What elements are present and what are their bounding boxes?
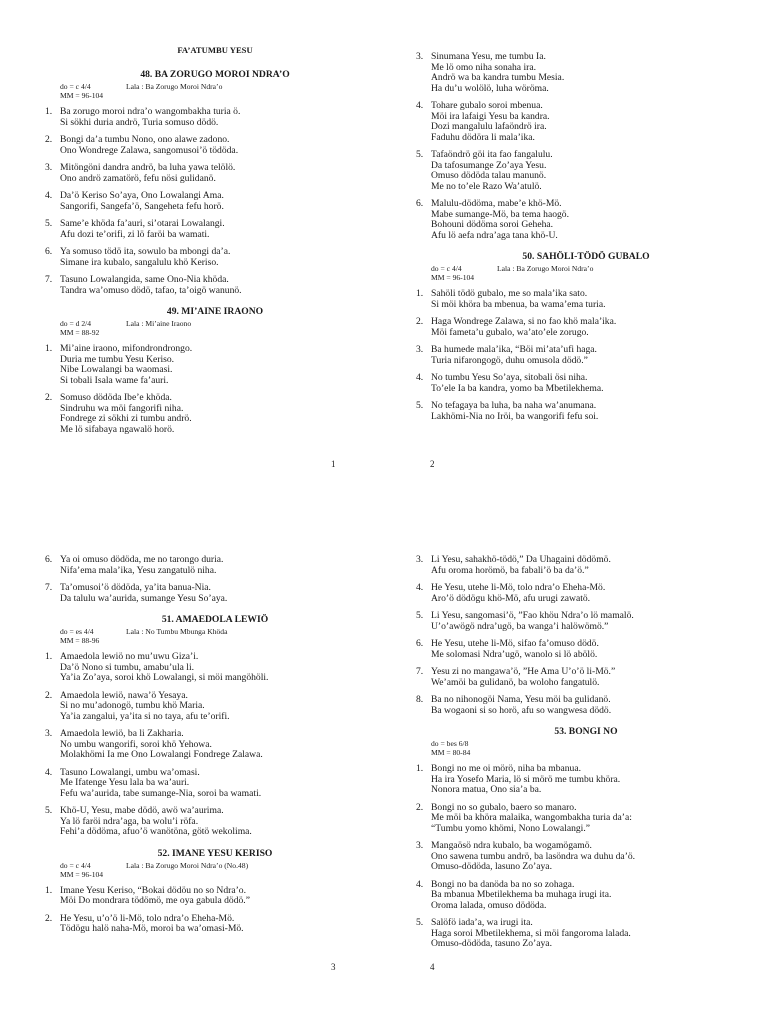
verse-line: Fehi’a dödöma, afuo’ö wanötöna, götö wekolima. xyxy=(60,826,252,837)
verse-line: Sindruhu wa möi fangorifi niha. xyxy=(60,402,184,414)
verse xyxy=(45,393,385,435)
verse-line: U’o’awögö ndra’ugö, ba wanga’i halöwömö.” xyxy=(431,620,609,632)
verse-lines xyxy=(431,695,611,716)
verse-lines xyxy=(431,199,569,241)
verse-lines xyxy=(60,729,263,761)
verse-lines xyxy=(431,841,635,873)
verse-line: Haga soroi Mbetilekhema, si möi fangoroma lalada. xyxy=(431,927,631,939)
verse-number: 3. xyxy=(416,840,424,851)
verse xyxy=(45,135,385,156)
verse-lines xyxy=(431,880,611,912)
verse-number: 2. xyxy=(45,134,53,145)
verse-number: 7. xyxy=(416,666,424,677)
verse-line: Da’ö Nono si tumbu, amabu’ula li. xyxy=(60,661,195,673)
verse xyxy=(416,583,756,604)
hymn xyxy=(416,52,756,241)
verse-lines xyxy=(60,806,252,838)
verse xyxy=(45,806,385,838)
verse-line: Nonora matua, Ono sia’a ba. xyxy=(431,784,542,795)
verse-lines xyxy=(431,667,615,688)
verse xyxy=(416,150,756,192)
verse-line: Omuso-dödöda, lasuno Zo’aya. xyxy=(431,861,552,872)
verse-line: Ono sawena tumbu andrö, ba lasöndra wa duhu da’ö. xyxy=(431,850,636,862)
verse-lines xyxy=(60,583,227,604)
verse-line: Imane Yesu Keriso, “Bokai dödöu no so Ndra’o. xyxy=(60,884,246,896)
hymn-key: do = c 4/4 xyxy=(60,82,91,91)
page-4-column xyxy=(416,548,756,960)
hymn xyxy=(416,555,756,716)
verse-lines xyxy=(60,652,268,684)
page-number: 1 xyxy=(331,459,336,469)
verse-line: Ya lö faröi ndra’aga, ba wolu’i röfa. xyxy=(60,815,199,827)
verse-line: Tasuno Lowalangi, umbu wa’omasi. xyxy=(60,766,200,778)
verse-line: Molakhömi Ia me Ono Lowalangi Fondrege Zalawa. xyxy=(60,749,263,760)
verse-line: Si no mu’adonogö, tumbu khö Maria. xyxy=(60,700,205,711)
verse-line: Sinumana Yesu, me tumbu Ia. xyxy=(431,51,546,62)
verse xyxy=(45,107,385,128)
verse-lines xyxy=(431,289,606,310)
verse-number: 4. xyxy=(416,582,424,593)
verse xyxy=(416,695,756,716)
verse-number: 7. xyxy=(45,274,53,285)
verse-lines xyxy=(431,639,599,660)
verse-line: Dozi mangalulu lafaöndrö ira. xyxy=(431,121,547,132)
verse-line: Tasuno Lowalangida, same Ono-Nia khöda. xyxy=(60,274,229,285)
verse-lines xyxy=(60,107,240,128)
verse-number: 5. xyxy=(416,610,424,621)
verse-line: Fondrege zi sökhi zi tumbu andrö. xyxy=(60,413,192,424)
verse xyxy=(416,555,756,576)
verse-line: Aro’ö dödögu khö-Mö, afu urugi zawatö. xyxy=(431,592,591,604)
hymn-tempo: MM = 96-104 xyxy=(60,869,104,879)
page-number: 3 xyxy=(331,962,336,972)
collection-title: FA’ATUMBU YESU xyxy=(177,45,253,55)
verse xyxy=(45,691,385,723)
verse-number: 1. xyxy=(45,651,53,662)
verse-lines xyxy=(431,373,603,394)
verse-line: Omuso-dödöda, tasuno Zo’aya. xyxy=(431,938,552,949)
verse-number: 4. xyxy=(416,878,424,890)
verse-line: Mabe sumange-Mö, ba tema haogö. xyxy=(431,208,570,220)
verse-lines xyxy=(431,764,620,796)
verse-lines xyxy=(431,803,632,835)
verse-line: Tohare gubalo soroi mbenua. xyxy=(431,100,543,111)
hymn-tempo: MM = 96-104 xyxy=(60,91,104,100)
verse-line: Amaedola lewiö, ba li Zakharia. xyxy=(60,728,184,739)
verse-number: 2. xyxy=(416,316,424,327)
verse-line: Simane ira kubalo, sangalulu khö Keriso. xyxy=(60,256,219,268)
verse-number: 1. xyxy=(416,763,424,774)
verse-line: Ba wogaoni si so horö, afu so wangwesa dödö. xyxy=(431,704,612,716)
hymn-key: do = d 2/4 xyxy=(60,319,92,328)
verse-line: Haga Wondrege Zalawa, si no fao khö mala’ika. xyxy=(431,316,617,327)
verse-line: Ha du’u wolölö, luha wöröma. xyxy=(431,82,549,94)
verse-lines xyxy=(431,918,631,950)
verse xyxy=(416,764,756,796)
hymn-key-line xyxy=(45,82,385,91)
verse-line: Ba no nihonogöi Nama, Yesu möi ba gulidanö. xyxy=(431,694,611,705)
verse-line: Ha ira Yosefo Maria, lö si mörö me tumbu khöra. xyxy=(431,773,621,785)
verse xyxy=(416,803,756,835)
verse-lines xyxy=(431,611,634,632)
verse-line: Malulu-dödöma, mabe’e khö-Mö. xyxy=(431,198,562,209)
verse-line: Amaedola lewiö, nawa’ö Yesaya. xyxy=(60,689,188,701)
verse-number: 6. xyxy=(416,198,424,209)
verse-line: Afu oroma horömö, ba fabali’ö ba da’ö.” xyxy=(431,564,589,576)
verse-line: Möi ira lafaigi Yesu ba kandra. xyxy=(431,110,550,122)
verse xyxy=(416,52,756,94)
verse-number: 3. xyxy=(416,51,424,62)
verse-line: Möi fameta’u gubalo, wa’ato’ele zorugo. xyxy=(431,326,589,338)
verse-line: Me Ifatenge Yesu lala ba wa’auri. xyxy=(60,777,190,788)
verse xyxy=(45,344,385,386)
verse-line: Andrö wa ba kandra tumbu Mesia. xyxy=(431,72,565,83)
verse-line: Me lö omo niha sonaha ira. xyxy=(431,61,536,73)
verse xyxy=(45,729,385,761)
verse xyxy=(45,555,385,576)
verse-line: Same’e khöda fa’auri, si’otarai Lowalangi. xyxy=(60,218,225,229)
verse-line: No tumbu Yesu So’aya, sitobali ösi niha. xyxy=(431,372,588,383)
verse-line: Fefu wa’aurida, tabe sumange-Nia, soroi ba wamati. xyxy=(60,787,262,799)
verse-line: He Yesu, utehe li-Mö, tolo ndra’o Eheha-Mö. xyxy=(431,582,606,593)
verse-lines xyxy=(60,555,223,576)
verse-line: Bongi no me oi mörö, niha ba mbanua. xyxy=(431,763,582,774)
hymn-tempo: MM = 96-104 xyxy=(431,273,475,282)
hymn-title: 49. MI’AINE IRAONO xyxy=(166,306,264,317)
verse-line: Tafaöndrö göi ita fao fangalulu. xyxy=(431,149,553,160)
verse-number: 5. xyxy=(416,149,424,160)
verse-line: He Yesu, utehe li-Mö, sifao fa’omuso dödö. xyxy=(431,638,599,649)
verse-line: Mangaösö ndra kubalo, ba wogamögamö. xyxy=(431,840,592,851)
verse-line: Si sökhi duria andrö, Turia somuso dödö. xyxy=(60,116,219,128)
verse-line: Da tafosumange Zo’aya Yesu. xyxy=(431,159,547,171)
verse-line: Li Yesu, sahakhö-tödö,” Da Uhagaini dödömö. xyxy=(431,554,611,565)
verse-lines xyxy=(60,886,250,907)
hymn-key: do = c 4/4 xyxy=(60,860,91,870)
verse-line: Oroma lalada, omuso dödöda. xyxy=(431,899,547,911)
verse-number: 4. xyxy=(416,100,424,111)
verse-number: 1. xyxy=(45,343,53,354)
hymn xyxy=(416,251,756,422)
verse-lines xyxy=(60,275,242,296)
verse-number: 3. xyxy=(45,162,53,173)
hymn xyxy=(45,306,385,435)
verse-lines xyxy=(60,219,225,240)
verse xyxy=(45,914,385,935)
verse-line: Somuso dödöda Ibe’e khöda. xyxy=(60,392,172,403)
verse-line: Lakhömi-Nia no Iröi, ba wangorifi fefu soi. xyxy=(431,410,599,422)
verse-line: Afu lö aefa ndra’aga tana khö-U. xyxy=(431,229,558,241)
verse-line: Nifa’ema mala’ika, Yesu zangatulö niha. xyxy=(60,564,217,576)
verse-line: Ya somuso tödö ita, sowulo ba mbongi da’a. xyxy=(60,246,231,257)
hymn-key: do = bes 6/8 xyxy=(431,739,469,748)
verse-line: Nibe Lowalangi ba waomasi. xyxy=(60,364,173,375)
verse-line: Ta’omusoi’ö dödöda, ya’ita banua-Nia. xyxy=(60,582,211,593)
verse xyxy=(416,199,756,241)
verse-number: 2. xyxy=(45,392,53,403)
hymn-melody: Lala : No Tumbu Mbunga Khöda xyxy=(126,627,228,636)
verse-number: 6. xyxy=(45,554,53,565)
verse-line: Da’ö Keriso So’aya, Ono Lowalangi Ama. xyxy=(60,190,224,201)
hymn-melody: Lala : Mi’aine Iraono xyxy=(126,319,192,328)
verse xyxy=(416,639,756,660)
verse-number: 2. xyxy=(45,689,53,701)
verse-number: 2. xyxy=(416,801,424,813)
verse-number: 3. xyxy=(416,344,424,355)
verse xyxy=(416,841,756,873)
verse xyxy=(45,275,385,296)
verse-line: Ya’ia zangalui, ya’ita si no taya, afu te’orifi. xyxy=(60,710,230,722)
verse xyxy=(416,611,756,632)
verse-lines xyxy=(60,914,244,935)
verse-number: 1. xyxy=(45,106,53,117)
hymn-title: 53. BONGI NO xyxy=(554,726,618,737)
verse xyxy=(45,163,385,184)
verse-number: 4. xyxy=(45,766,53,778)
verse-number: 8. xyxy=(416,694,424,705)
verse-line: Khö-U, Yesu, mabe dödö, awö wa’aurima. xyxy=(60,805,224,816)
verse xyxy=(416,101,756,143)
verse-line: To’ele Ia ba kandra, yomo ba Mbetilekhema. xyxy=(431,382,604,394)
verse xyxy=(45,247,385,268)
verse-line: No umbu wangorifi, soroi khö Yehowa. xyxy=(60,738,212,750)
verse xyxy=(45,219,385,240)
verse-number: 5. xyxy=(45,805,53,816)
hymn-tempo: MM = 80-84 xyxy=(431,748,471,757)
hymn xyxy=(416,726,756,950)
verse-number: 6. xyxy=(45,246,53,257)
verse-line: Tödögu halö naha-Mö, moroi ba wa’omasi-Mö. xyxy=(60,923,244,934)
verse-line: Me möi ba khöra malaika, wangombakha turia da’a: xyxy=(431,812,632,823)
verse xyxy=(45,886,385,907)
verse-line: Ba zorugo moroi ndra’o wangombakha turia ö. xyxy=(60,106,241,117)
page-number: 4 xyxy=(430,962,435,972)
hymn-melody: Lala : Ba Zorugo Moroi Ndra’o (No.48) xyxy=(126,860,249,870)
verse-lines xyxy=(431,345,597,366)
hymn-key: do = c 4/4 xyxy=(431,264,462,273)
verse-line: No tefagaya ba luha, ba naha wa’anumana. xyxy=(431,400,597,411)
verse-lines xyxy=(431,150,553,192)
page-1-column xyxy=(45,45,385,445)
verse-line: Mi’aine iraono, mifondrondrongo. xyxy=(60,343,193,354)
verse-line: Möi Do mondrara tödömö, me oya gabula dödö.” xyxy=(60,895,250,906)
verse-lines xyxy=(431,583,605,604)
verse-line: Yesu zi no mangawa’ö, ”He Ama U’o’ö li-Mö.” xyxy=(431,666,616,677)
verse-line: Bongi no so gubalo, baero so manaro. xyxy=(431,801,577,813)
verse xyxy=(45,652,385,684)
verse-line: Da talulu wa’aurida, sumange Yesu So’aya. xyxy=(60,592,228,604)
verse-number: 6. xyxy=(416,638,424,649)
verse-line: Bongi da’a tumbu Nono, ono alawe zadono. xyxy=(60,134,230,145)
verse xyxy=(45,191,385,212)
hymn xyxy=(45,614,385,838)
page-number: 2 xyxy=(430,459,435,469)
verse-line: Ba mbanua Mbetilekhema ba muhaga irugi ita. xyxy=(431,889,612,900)
verse xyxy=(416,667,756,688)
verse-line: Bongi no ba danöda ba no so zohaga. xyxy=(431,878,575,890)
page-2-column xyxy=(416,45,756,432)
verse-line: Me no to’ele Razo Wa’atulö. xyxy=(431,180,542,192)
hymn-title: 52. IMANE YESU KERISO xyxy=(157,847,273,859)
verse xyxy=(416,918,756,950)
hymn-tempo: MM = 88-92 xyxy=(60,328,100,337)
verse-lines xyxy=(60,393,192,435)
hymn-tempo: MM = 88-96 xyxy=(60,636,100,645)
verse xyxy=(416,401,756,422)
hymn-key-line xyxy=(416,264,756,273)
verse-lines xyxy=(431,555,611,576)
verse-number: 7. xyxy=(45,582,53,593)
verse-lines xyxy=(60,344,192,386)
hymn xyxy=(45,69,385,296)
verse-line: We’amöi ba gulidanö, ba woloho fangatulö. xyxy=(431,676,600,688)
hymn xyxy=(45,555,385,604)
verse xyxy=(416,317,756,338)
verse-line: Turia nifarongogö, duhu omusola dödö.” xyxy=(431,354,588,366)
verse-line: Si möi khöra ba mbenua, ba wama’ema turia. xyxy=(431,298,606,310)
verse-lines xyxy=(60,247,230,268)
verse-line: Me lö sifabaya ngawalö horö. xyxy=(60,423,175,435)
verse-lines xyxy=(60,768,261,800)
verse-line: Sangorifi, Sangefa’ö, Sangeheta fefu horö. xyxy=(60,200,224,212)
verse-number: 3. xyxy=(416,554,424,565)
page-3-column xyxy=(45,548,385,945)
verse-lines xyxy=(60,691,230,723)
verse-line: Mitöngöni dandra andrö, ba luha yawa telölö. xyxy=(60,162,236,173)
verse-line: Amaedola lewiö no mu’uwu Giza’i. xyxy=(60,651,199,662)
verse-line: Bohouni dödöma soroi Geheha. xyxy=(431,219,554,230)
verse-lines xyxy=(60,135,238,156)
hymn xyxy=(45,848,385,935)
verse-line: He Yesu, u’o’ö li-Mö, tolo ndra’o Eheha-Mö. xyxy=(60,912,235,924)
verse-line: Ya’ia Zo’aya, soroi khö Lowalangi, si möi mangöhöli. xyxy=(60,672,269,683)
verse-number: 5. xyxy=(416,400,424,411)
verse-lines xyxy=(60,163,235,184)
hymn-key-line xyxy=(45,319,385,328)
verse-number: 1. xyxy=(416,288,424,299)
verse xyxy=(416,289,756,310)
verse-number: 1. xyxy=(45,884,53,896)
verse-line: Ono andrö zamatörö, fefu nösi gulidanö. xyxy=(60,172,216,184)
verse-line: Ba humede mala’ika, “Böi mi’ata’ufi haga. xyxy=(431,344,597,355)
verse-line: Salöfö iada’a, wa irugi ita. xyxy=(431,917,533,928)
hymn-title: 51. AMAEDOLA LEWIÖ xyxy=(161,614,269,625)
hymn-melody: Lala : Ba Zorugo Moroi Ndra’o xyxy=(497,264,594,273)
hymn-key-line xyxy=(45,861,385,870)
verse-number: 5. xyxy=(45,218,53,229)
hymn-key: do = es 4/4 xyxy=(60,627,94,636)
hymn-title: 50. SAHÖLI-TÖDÖ GUBALO xyxy=(522,251,650,262)
verse-line: Afu dozi te’orifi, zi lö faröi ba wamati. xyxy=(60,228,210,240)
verse xyxy=(416,373,756,394)
verse-line: Duria me tumbu Yesu Keriso. xyxy=(60,353,175,365)
verse-line: Faduhu dödöra li mala’ika. xyxy=(431,131,535,143)
verse-lines xyxy=(431,101,550,143)
verse-line: Tandra wa’omuso dödö, tafao, ta’oigö wanunö. xyxy=(60,284,242,296)
verse-number: 4. xyxy=(45,190,53,201)
verse-number: 5. xyxy=(416,917,424,928)
verse-lines xyxy=(60,191,224,212)
verse-line: “Tumbu yomo khömi, Nono Lowalangi.” xyxy=(431,822,590,834)
verse-number: 3. xyxy=(45,728,53,739)
verse-number: 2. xyxy=(45,912,53,924)
verse-line: Si tobali Isala wame fa’auri. xyxy=(60,374,169,386)
verse-line: Ya oi omuso dödöda, me no tarongo duria. xyxy=(60,554,224,565)
hymn-key-line xyxy=(416,739,756,748)
hymn-melody: Lala : Ba Zorugo Moroi Ndra’o xyxy=(126,82,223,91)
verse-lines xyxy=(431,52,564,94)
verse-line: Omuso dödöda talau manunö. xyxy=(431,170,547,181)
verse xyxy=(416,345,756,366)
verse-lines xyxy=(431,401,598,422)
hymn-key-line xyxy=(45,627,385,636)
verse xyxy=(416,880,756,912)
verse-line: Sahöli tödö gubalo, me so mala’ika sato. xyxy=(431,288,588,299)
verse-line: Li Yesu, sangomasi’ö, ”Fao khöu Ndra’o lö mamalö. xyxy=(431,610,634,621)
verse-line: Me solomasi Ndra’ugö, wanolo si lö abölö. xyxy=(431,648,598,660)
verse-number: 4. xyxy=(416,372,424,383)
verse-line: Ono Wondrege Zalawa, sangomusoi’ö tödöda. xyxy=(60,144,239,156)
verse xyxy=(45,768,385,800)
verse xyxy=(45,583,385,604)
verse-lines xyxy=(431,317,616,338)
hymn-title: 48. BA ZORUGO MOROI NDRA’O xyxy=(140,69,290,80)
